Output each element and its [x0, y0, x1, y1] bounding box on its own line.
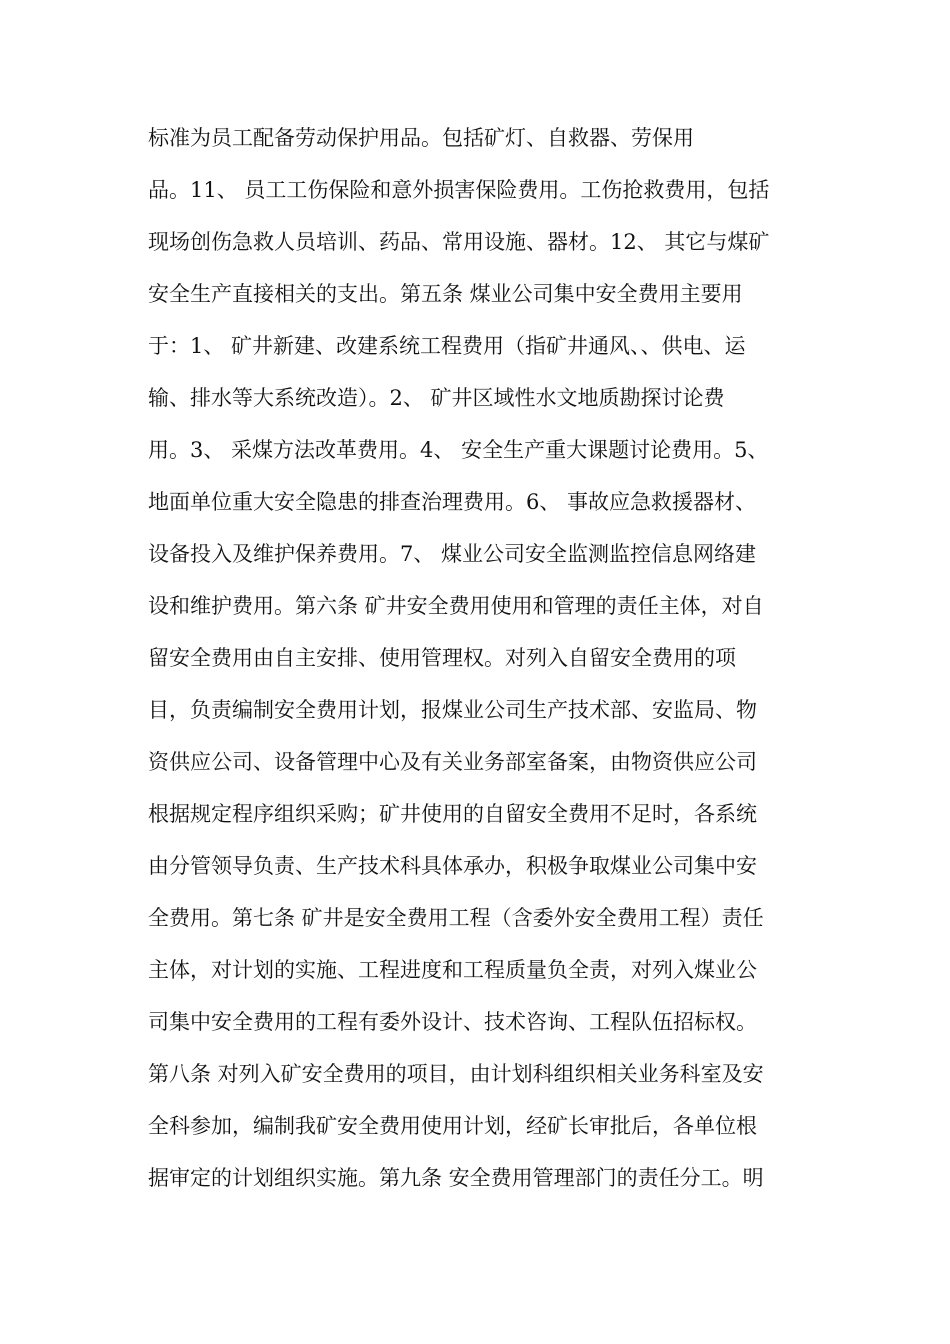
text-line: 输、排水等大系统改造）。2、 矿井区域性水文地质勘探讨论费 — [148, 386, 725, 410]
text-line: 目，负责编制安全费用计划，报煤业公司生产技术部、安监局、物 — [148, 698, 757, 722]
text-line: 全费用。第七条 矿井是安全费用工程（含委外安全费用工程）责任 — [148, 906, 764, 930]
text-line: 司集中安全费用的工程有委外设计、技术咨询、工程队伍招标权。 — [148, 1010, 757, 1034]
text-line: 于：1、 矿井新建、改建系统工程费用（指矿井通风、、供电、运 — [148, 334, 746, 358]
text-line: 设和维护费用。第六条 矿井安全费用使用和管理的责任主体，对自 — [148, 594, 764, 618]
text-line: 现场创伤急救人员培训、药品、常用设施、器材。12、 其它与煤矿 — [148, 230, 770, 254]
text-line: 由分管领导负责、生产技术科具体承办，积极争取煤业公司集中安 — [148, 854, 757, 878]
text-line: 地面单位重大安全隐患的排查治理费用。6、 事故应急救援器材、 — [148, 490, 757, 514]
text-line: 安全生产直接相关的支出。第五条 煤业公司集中安全费用主要用 — [148, 282, 743, 306]
text-line: 主体，对计划的实施、工程进度和工程质量负全责，对列入煤业公 — [148, 958, 757, 982]
text-line: 全科参加，编制我矿安全费用使用计划，经矿长审批后，各单位根 — [148, 1114, 757, 1138]
text-line: 设备投入及维护保养费用。7、 煤业公司安全监测监控信息网络建 — [148, 542, 757, 566]
body-text — [148, 118, 808, 1210]
text-line: 资供应公司、设备管理中心及有关业务部室备案，由物资供应公司 — [148, 750, 757, 774]
text-line: 第八条 对列入矿安全费用的项目，由计划科组织相关业务科室及安 — [148, 1062, 764, 1086]
text-line: 标准为员工配备劳动保护用品。包括矿灯、自救器、劳保用 — [148, 126, 694, 150]
text-line: 留安全费用由自主安排、使用管理权。对列入自留安全费用的项 — [148, 646, 736, 670]
text-line: 根据规定程序组织采购；矿井使用的自留安全费用不足时，各系统 — [148, 802, 757, 826]
text-line: 品。11、 员工工伤保险和意外损害保险费用。工伤抢救费用，包括 — [148, 178, 770, 202]
text-line: 用。3、 采煤方法改革费用。4、 安全生产重大课题讨论费用。5、 — [148, 438, 769, 462]
text-line: 据审定的计划组织实施。第九条 安全费用管理部门的责任分工。明 — [148, 1166, 764, 1190]
